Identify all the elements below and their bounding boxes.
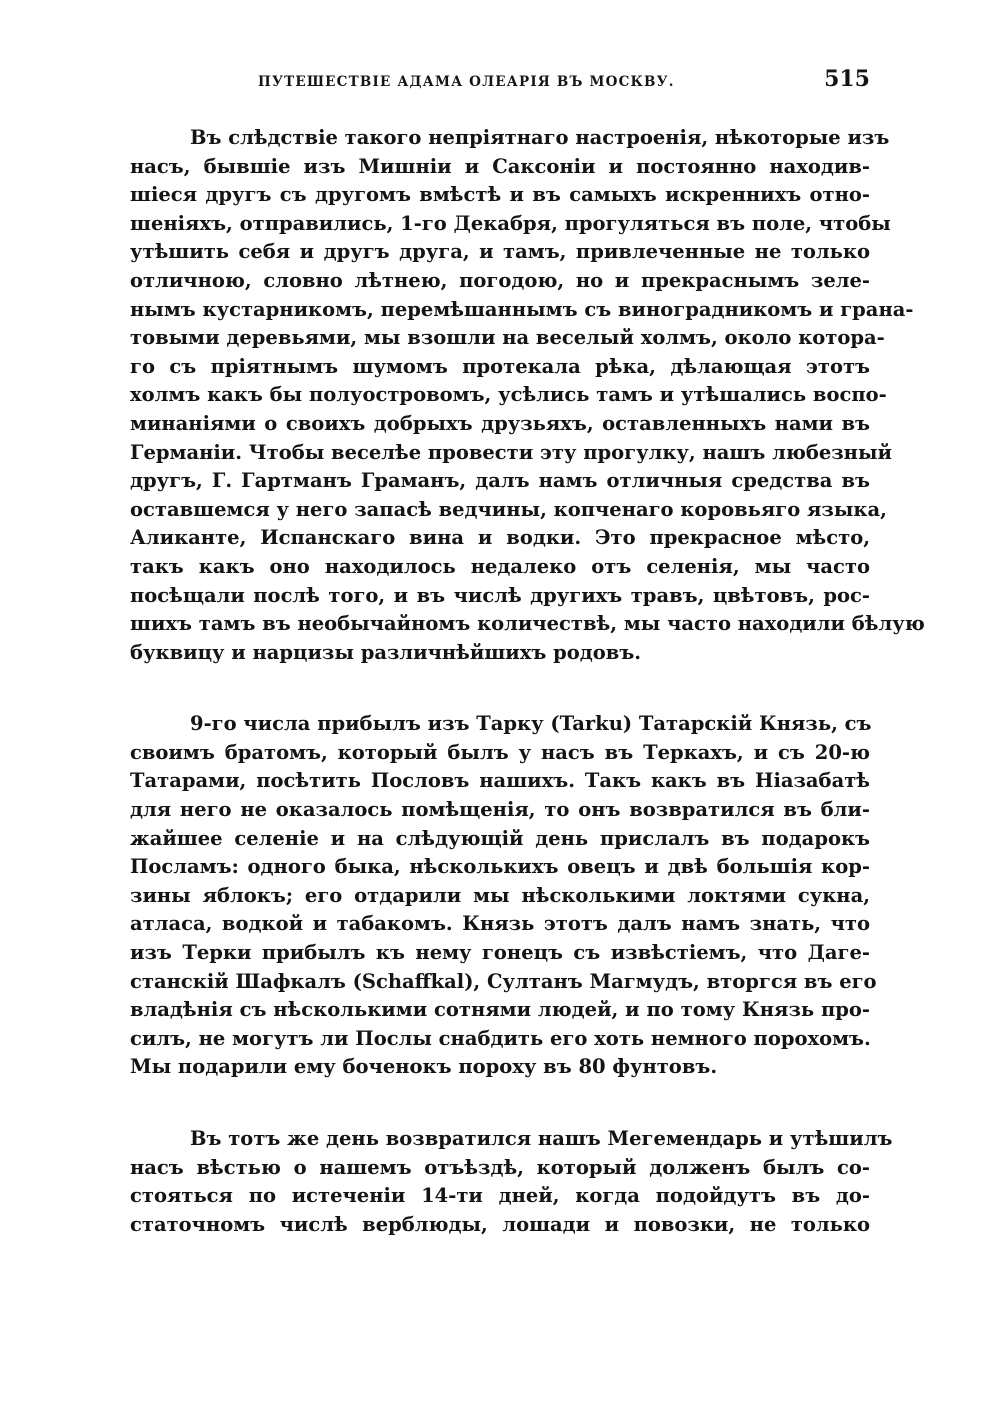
- text-line: минаніями о своихъ добрыхъ друзьяхъ, оставленныхъ нами въ: [130, 411, 870, 435]
- text-line: Въ тотъ же день возвратился нашъ Мегемендарь и утѣшилъ: [190, 1127, 893, 1150]
- page-header: [130, 62, 870, 102]
- text-line: другъ, Г. Гартманъ Граманъ, далъ намъ отличныя средства въ: [130, 469, 870, 493]
- text-line: Въ слѣдствіе такого непріятнаго настроенія, нѣкоторые изъ: [190, 126, 890, 149]
- text-line: шіеся другъ съ другомъ вмѣстѣ и въ самыхъ искреннихъ отно-: [130, 183, 870, 207]
- text-line: Татарами, посѣтить Пословъ нашихъ. Такъ какъ въ Ніазабатѣ: [130, 769, 870, 793]
- text-line: для него не оказалось помѣщенія, то онъ возвратился въ бли-: [130, 798, 870, 822]
- running-title: ПУТЕШЕСТВІЕ АДАМА ОЛЕАРІЯ ВЪ МОСКВУ.: [258, 74, 675, 90]
- text-line: владѣнія съ нѣсколькими сотнями людей, и по тому Князь про-: [130, 998, 870, 1022]
- text-line: такъ какъ оно находилось недалеко отъ селенія, мы часто: [130, 554, 870, 578]
- text-line: оставшемся у него запасѣ ведчины, копченаго коровьяго языка,: [130, 497, 887, 521]
- text-line: жайшее селеніе и на слѣдующій день прислалъ въ подарокъ: [130, 826, 870, 850]
- text-line: буквицу и нарцизы различнѣйшихъ родовъ.: [130, 640, 642, 664]
- text-line: Мы подарили ему боченокъ пороху въ 80 фунтовъ.: [130, 1055, 718, 1079]
- text-line: своимъ братомъ, который былъ у насъ въ Теркахъ, и съ 20-ю: [130, 740, 870, 764]
- text-line: посѣщали послѣ того, и въ числѣ другихъ травъ, цвѣтовъ, рос-: [130, 583, 870, 607]
- text-line: силъ, не могутъ ли Послы снабдить его хоть немного порохомъ.: [130, 1026, 871, 1050]
- text-line: станскій Шафкалъ (Schaffkal), Султанъ Магмудъ, вторгся въ его: [130, 969, 877, 993]
- book-page: [130, 62, 925, 1239]
- text-line: стояться по истеченіи 14-ти дней, когда подойдутъ въ до-: [130, 1184, 870, 1208]
- text-line: 9-го числа прибылъ изъ Тарку (Tarku) Татарскій Князь, съ: [190, 712, 872, 736]
- text-line: изъ Терки прибылъ къ нему гонецъ съ извѣстіемъ, что Даге-: [130, 941, 870, 965]
- text-line: насъ, бывшіе изъ Мишніи и Саксоніи и постоянно находив-: [130, 154, 870, 178]
- text-line: Аликанте, Испанскаго вина и водки. Это прекрасное мѣсто,: [130, 526, 870, 550]
- text-line: насъ вѣстью о нашемъ отъѣздѣ, который долженъ былъ со-: [130, 1155, 870, 1179]
- text-line: нымъ кустарникомъ, перемѣшаннымъ съ виноградникомъ и грана-: [130, 297, 914, 321]
- text-line: товыми деревьями, мы взошли на веселый холмъ, около котора-: [130, 326, 885, 350]
- text-line: Посламъ: одного быка, нѣсколькихъ овецъ и двѣ большія кор-: [130, 855, 870, 879]
- text-line: шихъ тамъ въ необычайномъ количествѣ, мы часто находили бѣлую: [130, 612, 925, 636]
- paragraph-1: [130, 124, 925, 667]
- text-line: утѣшить себя и другъ друга, и тамъ, привлеченные не только: [130, 240, 870, 264]
- paragraph-2: [130, 710, 877, 1082]
- text-line: шеніяхъ, отправились, 1-го Декабря, прогуляться въ поле, чтобы: [130, 211, 891, 235]
- text-line: зины яблокъ; его отдарили мы нѣсколькими локтями сукна,: [130, 883, 870, 907]
- text-line: статочномъ числѣ верблюды, лошади и повозки, не только: [130, 1212, 870, 1236]
- text-line: го съ пріятнымъ шумомъ протекала рѣка, дѣлающая этотъ: [130, 354, 870, 378]
- text-line: атласа, водкой и табакомъ. Князь этотъ далъ намъ знать, что: [130, 912, 870, 936]
- paragraph-3: [130, 1125, 893, 1239]
- text-line: холмъ какъ бы полуостровомъ, усѣлись тамъ и утѣшались воспо-: [130, 383, 887, 407]
- text-line: отличною, словно лѣтнею, погодою, но и прекраснымъ зеле-: [130, 268, 870, 292]
- text-line: Германіи. Чтобы веселѣе провести эту прогулку, нашъ любезный: [130, 440, 892, 464]
- page-number: 515: [824, 66, 870, 92]
